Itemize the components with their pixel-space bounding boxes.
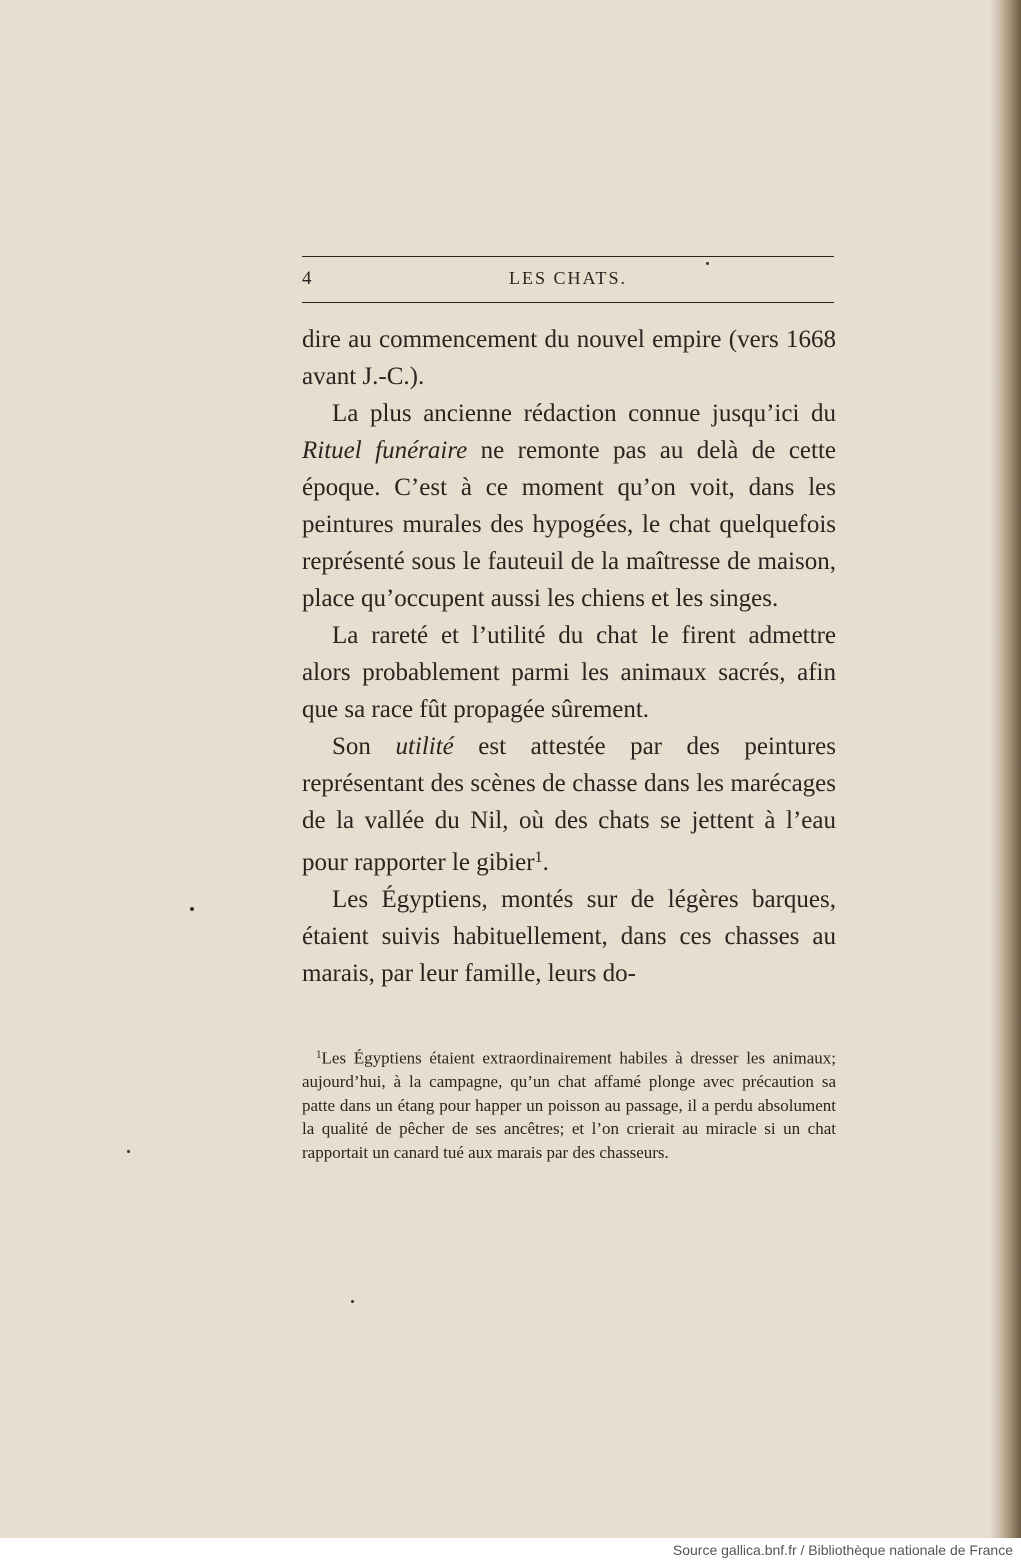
paragraph-2-text-start: La plus ancienne rédaction connue jusqu’ici du — [332, 400, 836, 427]
paragraph-4-text-end: . — [542, 849, 549, 877]
paper-speck — [127, 1150, 130, 1153]
paragraph-5: Les Égyptiens, montés sur de légères barques, étaient suivis habituellement, dans ces chasses au marais, par leur famille, leurs do- — [302, 886, 836, 988]
footnote — [302, 1044, 836, 1164]
paper-speck — [706, 262, 709, 265]
book-spine-edge — [1000, 0, 1021, 1538]
paragraph-4-italic: utilité — [395, 733, 454, 760]
paragraph-2-text-end: ne remonte pas au delà de cette époque. C’est à ce moment qu’on voit, dans les peintures murales des hypogées, le chat quelquefois représenté sous le fauteuil de la maîtresse de maison, place qu’occupent aussi les chiens et les singes. — [302, 437, 837, 612]
source-credit: Source gallica.bnf.fr / Bibliothèque nationale de France — [672, 1542, 1013, 1558]
body-text — [302, 321, 836, 992]
header-top-rule — [302, 256, 834, 257]
footnote-text: Les Égyptiens étaient extraordinairement habiles à dresser les animaux; aujourd’hui, à la campagne, qu’un chat affamé plonge avec précaution sa patte dans un étang pour happer un poisson au passage, il a perdu absolument la qualité de pêcher de ses ancêtres; et l’on crierait au miracle si un chat rapportait un canard tué aux marais par des chasseurs. — [302, 1048, 836, 1162]
footnote-paragraph — [302, 1044, 836, 1164]
page-number: 4 — [302, 268, 312, 289]
paragraph-4-text-start: Son — [332, 733, 396, 760]
running-header — [302, 268, 834, 296]
paragraph-2-italic: Rituel funéraire — [302, 437, 468, 464]
paragraph-4-text-middle: est attestée par des peintures représentant des scènes de chasse dans les marécages de la vallée du Nil, où des chats se jettent à l’eau pour rapporter le gibier — [302, 733, 837, 877]
running-title: LES CHATS. — [508, 268, 627, 288]
paper-speck — [351, 1300, 354, 1303]
footnote-marker: 1 — [316, 1049, 322, 1061]
footnote-reference: 1 — [534, 848, 543, 866]
paragraph-2 — [302, 395, 836, 617]
paragraph-1: dire au commencement du nouvel empire (vers 1668 avant J.-C.). — [302, 326, 836, 390]
header-bottom-rule — [302, 302, 834, 303]
paragraph-3: La rareté et l’utilité du chat le firent admettre alors probablement parmi les animaux sacrés, afin que sa race fût propagée sûrement. — [302, 622, 836, 723]
paragraph-4 — [302, 728, 836, 881]
paper-speck — [190, 907, 194, 911]
